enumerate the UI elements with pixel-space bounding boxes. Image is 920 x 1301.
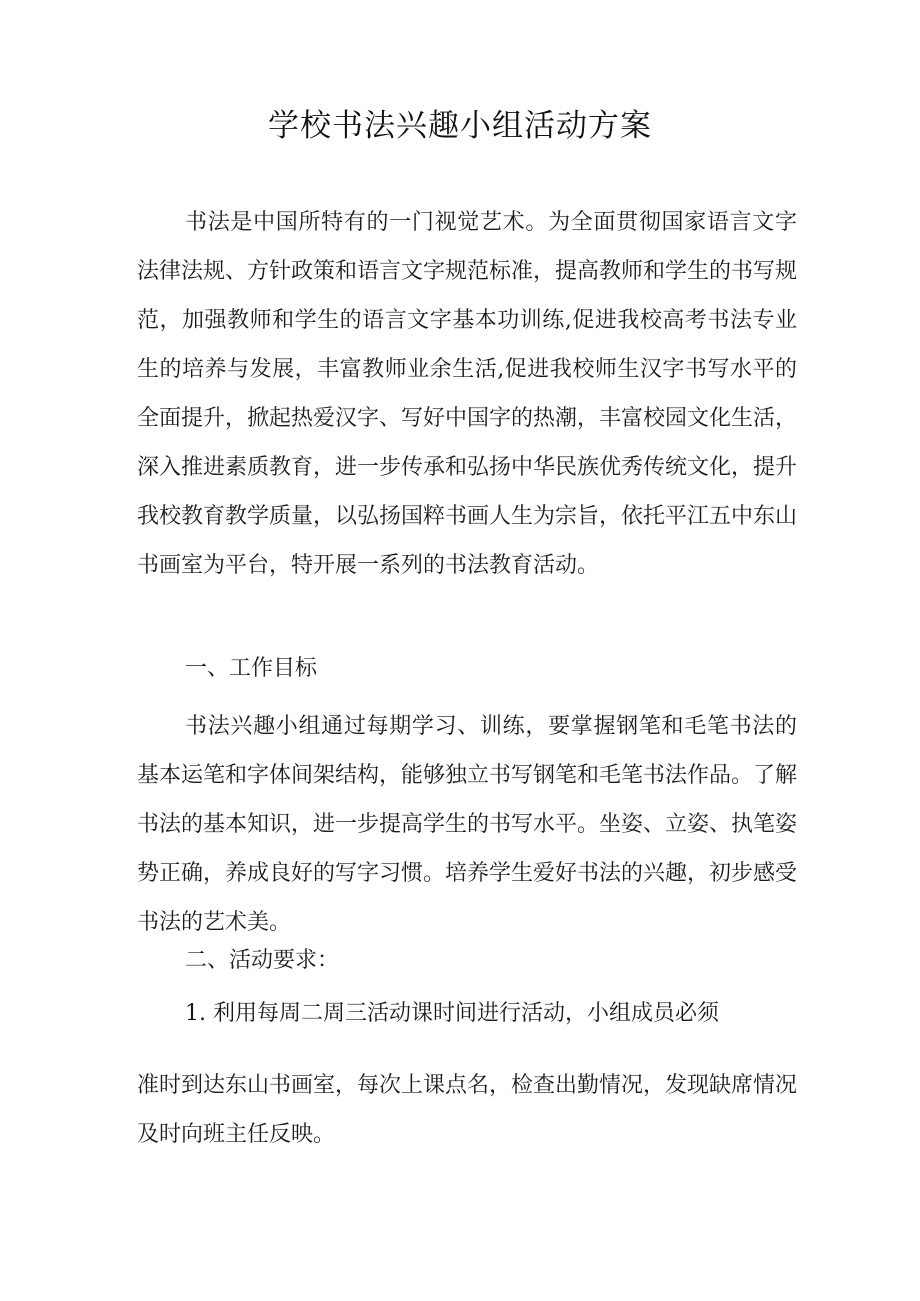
work-goals-paragraph: 书法兴趣小组通过每期学习、训练，要掌握钢笔和毛笔书法的基本运笔和字体间架结构，能够独立书写钢笔和毛笔书法作品。了解书法的基本知识，进一步提高学生的书写水平。坐姿、立姿、执笔姿势正确，养成良好的写字习惯。培养学生爱好书法的兴趣，初步感受书法的艺术美。	[137, 714, 798, 935]
requirement-item-1-first-line: 1. 利用每周二周三活动课时间进行活动，小组成员必须	[185, 1001, 719, 1026]
intro-paragraph: 书法是中国所特有的一门视觉艺术。为全面贯彻国家语言文字法律法规、方针政策和语言文字规范标准，提高教师和学生的书写规范，加强教师和学生的语言文字基本功训练,促进我校高考书法专业生的培养与发展，丰富教师业余生活,促进我校师生汉字书写水平的全面提升，掀起热爱汉字、写好中国字的热潮，丰富校园文化生活，深入推进素质教育，进一步传承和弘扬中华民族优秀传统文化，提升我校教育教学质量，以弘扬国粹书画人生为宗旨，依托平江五中东山书画室为平台，特开展一系列的书法教育活动。	[137, 210, 798, 578]
section-heading-work-goals: 一、工作目标	[185, 656, 318, 681]
requirement-item-1-continued: 准时到达东山书画室，每次上课点名，检查出勤情况，发现缺席情况及时向班主任反映。	[137, 1073, 798, 1147]
section-heading-activity-requirements: 二、活动要求：	[185, 948, 340, 973]
document-title: 学校书法兴趣小组活动方案	[268, 108, 652, 144]
